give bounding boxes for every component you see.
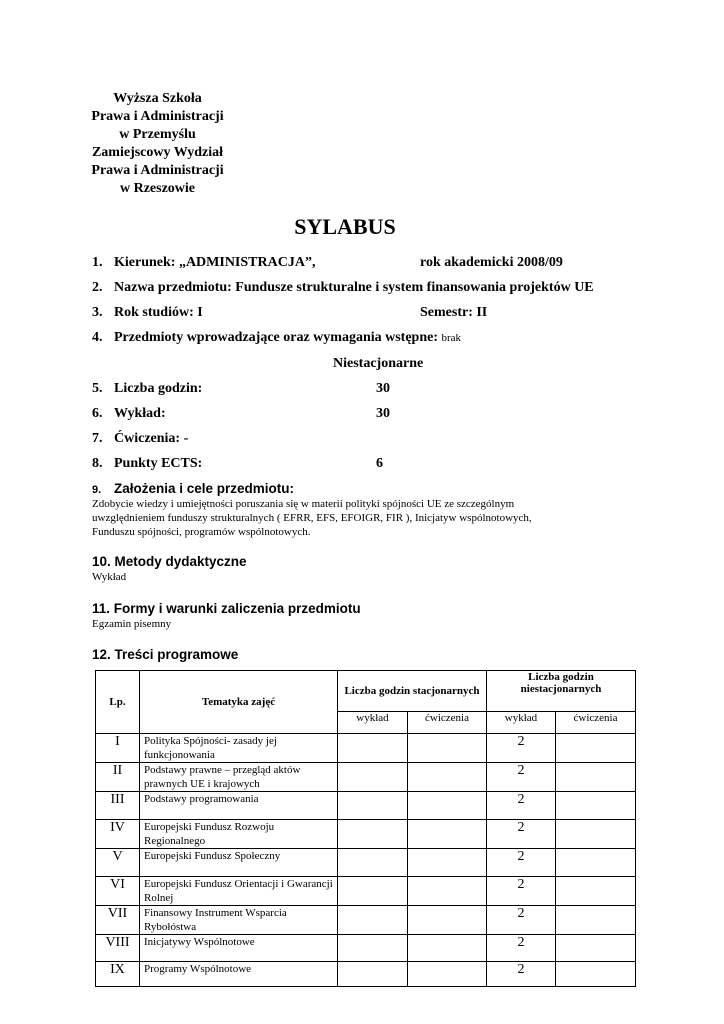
section-body — [92, 497, 532, 539]
table-row — [96, 849, 636, 877]
row-hours: 2 — [487, 849, 556, 877]
row-hours: 2 — [487, 906, 556, 935]
row-topic: Polityka Spójności- zasady jej funkcjonowania — [140, 734, 338, 763]
item-value: 30 — [376, 406, 390, 421]
row-topic: Programy Wspólnotowe — [140, 962, 338, 987]
body-line: Funduszu spójności, programów wspólnotowych. — [92, 526, 311, 538]
row-hours: 2 — [487, 792, 556, 820]
subheader-cwiczenia: ćwiczenia — [408, 712, 487, 734]
institution-line: Prawa i Administracji — [91, 163, 224, 178]
item-cwiczenia — [92, 431, 188, 447]
institution-line: w Rzeszowie — [119, 181, 196, 196]
page-title: SYLABUS — [294, 214, 396, 239]
row-lp: VIII — [96, 935, 140, 962]
row-lp: II — [96, 763, 140, 792]
row-lp: III — [96, 792, 140, 820]
header-niestacjonarne: Liczba godzin niestacjonarnych — [487, 671, 636, 712]
item-number: 2. — [92, 280, 103, 295]
item-nazwa — [92, 280, 594, 296]
row-topic: Inicjatywy Wspólnotowe — [140, 935, 338, 962]
header-lp: Lp. — [96, 671, 140, 734]
institution-header — [70, 90, 245, 198]
item-label: Nazwa przedmiotu: Fundusze strukturalne i system finansowania projektów UE — [114, 280, 594, 295]
row-topic: Finansowy Instrument Wsparcia Rybołóstwa — [140, 906, 338, 935]
row-lp: IV — [96, 820, 140, 849]
item-label: Kierunek: „ADMINISTRACJA”, — [114, 255, 316, 270]
item-kierunek — [92, 255, 315, 271]
row-lp: V — [96, 849, 140, 877]
institution-line: w Przemyślu — [119, 127, 196, 142]
section-title: 11. Formy i warunki zaliczenia przedmiotu — [92, 601, 361, 616]
institution-line: Prawa i Administracji — [91, 109, 224, 124]
subheader-cwiczenia: ćwiczenia — [556, 712, 636, 734]
row-hours: 2 — [487, 820, 556, 849]
row-lp: VI — [96, 877, 140, 906]
table-row — [96, 935, 636, 962]
item-semestr: Semestr: II — [420, 305, 488, 320]
item-number: 4. — [92, 330, 103, 345]
item-liczba-godzin — [92, 381, 202, 397]
table-row — [96, 962, 636, 987]
row-lp: VII — [96, 906, 140, 935]
section-title-text: Założenia i cele przedmiotu: — [114, 481, 295, 496]
body-line: uwzględnieniem funduszy strukturalnych ( EFRR, EFS, EFOIGR, FIR ), Inicjatyw wspólnotowych, — [92, 512, 532, 524]
institution-line: Zamiejscowy Wydział — [91, 145, 224, 160]
item-rok-studiow — [92, 305, 203, 321]
row-topic: Europejski Fundusz Orientacji i Gwarancji Rolnej — [140, 877, 338, 906]
section-title: 12. Treści programowe — [92, 647, 239, 662]
item-number: 3. — [92, 305, 103, 320]
header-topic: Tematyka zajęć — [140, 671, 338, 734]
item-label: Przedmioty wprowadzające oraz wymagania wstępne: — [114, 330, 439, 345]
section-title — [92, 481, 294, 496]
section-body: Egzamin pisemny — [92, 618, 172, 630]
item-wyklad — [92, 406, 166, 422]
table-row — [96, 763, 636, 792]
table-row — [96, 877, 636, 906]
row-topic: Podstawy programowania — [140, 792, 338, 820]
section-title: 10. Metody dydaktyczne — [92, 554, 247, 569]
row-lp: IX — [96, 962, 140, 987]
row-hours: 2 — [487, 877, 556, 906]
item-ects — [92, 456, 202, 472]
header-stacjonarne: Liczba godzin stacjonarnych — [338, 671, 487, 712]
subheader-wyklad: wykład — [487, 712, 556, 734]
item-label: Wykład: — [114, 406, 166, 421]
table-row — [96, 792, 636, 820]
item-wymagania — [92, 330, 461, 346]
table-row — [96, 906, 636, 935]
institution-line: Wyższa Szkoła — [113, 91, 202, 106]
item-value: 30 — [376, 381, 390, 396]
item-number: 7. — [92, 431, 103, 446]
subheader-wyklad: wykład — [338, 712, 408, 734]
item-label: Ćwiczenia: - — [114, 431, 189, 446]
row-hours: 2 — [487, 763, 556, 792]
item-number: 5. — [92, 381, 103, 396]
table-row — [96, 734, 636, 763]
program-table — [95, 670, 636, 987]
item-label: Rok studiów: I — [114, 305, 203, 320]
item-number: 8. — [92, 456, 103, 471]
body-line: Zdobycie wiedzy i umiejętności poruszania się w materii polityki spójności UE ze szczególnym — [92, 498, 515, 510]
row-topic: Podstawy prawne – przegląd aktów prawnych UE i krajowych — [140, 763, 338, 792]
row-hours: 2 — [487, 734, 556, 763]
item-label: Punkty ECTS: — [114, 456, 203, 471]
study-mode: Niestacjonarne — [333, 356, 424, 371]
item-value: 6 — [376, 456, 383, 471]
item-number: 1. — [92, 255, 103, 270]
row-topic: Europejski Fundusz Społeczny — [140, 849, 338, 877]
table-row — [96, 820, 636, 849]
item-label: Liczba godzin: — [114, 381, 203, 396]
item-value: brak — [441, 332, 462, 344]
row-topic: Europejski Fundusz Rozwoju Regionalnego — [140, 820, 338, 849]
row-hours: 2 — [487, 962, 556, 987]
item-rok-akademicki: rok akademicki 2008/09 — [420, 255, 563, 270]
item-number: 6. — [92, 406, 103, 421]
section-body: Wykład — [92, 571, 127, 583]
row-lp: I — [96, 734, 140, 763]
row-hours: 2 — [487, 935, 556, 962]
section-number: 9. — [92, 484, 102, 496]
